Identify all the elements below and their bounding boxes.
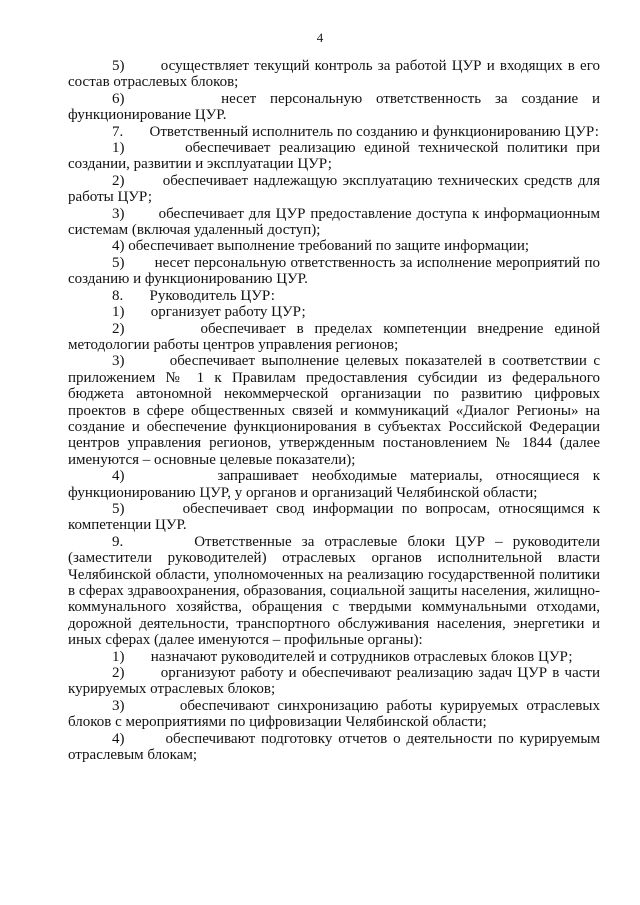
list-item-2-organize-blocks: 2) организуют работу и обеспечивают реализацию задач ЦУР в части курируемых отраслевых блоков; (68, 665, 600, 698)
list-item-1-organize: 1) организует работу ЦУР; (112, 304, 306, 321)
list-item-4-security: 4) обеспечивает выполнение требований по защите информации; (112, 238, 530, 255)
list-item-6-responsibility: 6) несет персональную ответственность за создание и функционирование ЦУР. (68, 90, 600, 124)
list-item-4-reports: 4) обеспечивают подготовку отчетов о деятельности по курируемым отраслевым блокам; (68, 730, 600, 764)
list-item-2-operation: 2) обеспечивает надлежащую эксплуатацию технических средств для работы ЦУР; (68, 172, 600, 206)
list-item-5-control: 5) осуществляет текущий контроль за работой ЦУР и входящих в его состав отраслевых блоков; (68, 58, 600, 91)
list-item-3-targets: 3) обеспечивает выполнение целевых показателей в соответствии с приложением № 1 к Правилам предоставления субсидии из федерального бюджета автономной некоммерческой организации по развитию цифровых проектов в сфере общественных связей и коммуникаций «Диалог Регионы» на создание и обеспечение функционирования в субъектах Российской Федерации центров управления регионов, утвержденным постановлением № 1844 (далее именуются – основные целевые показатели); (68, 353, 600, 468)
section-7-heading: 7. Ответственный исполнитель по созданию и функционированию ЦУР: (112, 123, 599, 140)
section-9-heading: 9. Ответственные за отраслевые блоки ЦУР – руководители (заместители руководителей) отраслевых органов исполнительной власти Челябинской области, уполномоченных на реализацию государственной политики в сферах здравоохранения, образования, социальной защиты населения, жилищно-коммунального хозяйства, обращения с твердыми коммунальными отходами, дорожной деятельности, транспортного обслуживания населения, энергетики и иных сферах (далее именуются – профильные органы): (68, 533, 600, 649)
list-item-2-methodology: 2) обеспечивает в пределах компетенции внедрение единой методологии работы центров управления регионов; (68, 320, 600, 353)
section-8-heading: 8. Руководитель ЦУР: (112, 287, 275, 304)
list-item-3-sync: 3) обеспечивают синхронизацию работы курируемых отраслевых блоков с мероприятиями по цифровизации Челябинской области; (68, 697, 600, 731)
list-item-4-requests: 4) запрашивает необходимые материалы, относящиеся к функционированию ЦУР, у органов и организаций Челябинской области; (68, 468, 600, 501)
list-item-5-execution: 5) несет персональную ответственность за исполнение мероприятий по созданию и функционированию ЦУР. (68, 254, 600, 288)
list-item-1-tech-policy: 1) обеспечивает реализацию единой технической политики при создании, развитии и эксплуатации ЦУР; (68, 140, 600, 173)
list-item-1-appoint: 1) назначают руководителей и сотрудников отраслевых блоков ЦУР; (112, 648, 573, 665)
document-body (68, 58, 600, 763)
page-number: 4 (316, 30, 324, 45)
list-item-3-access: 3) обеспечивает для ЦУР предоставление доступа к информационным системам (включая удаленный доступ); (68, 205, 600, 239)
list-item-5-summary: 5) обеспечивает свод информации по вопросам, относящимся к компетенции ЦУР. (68, 500, 600, 534)
